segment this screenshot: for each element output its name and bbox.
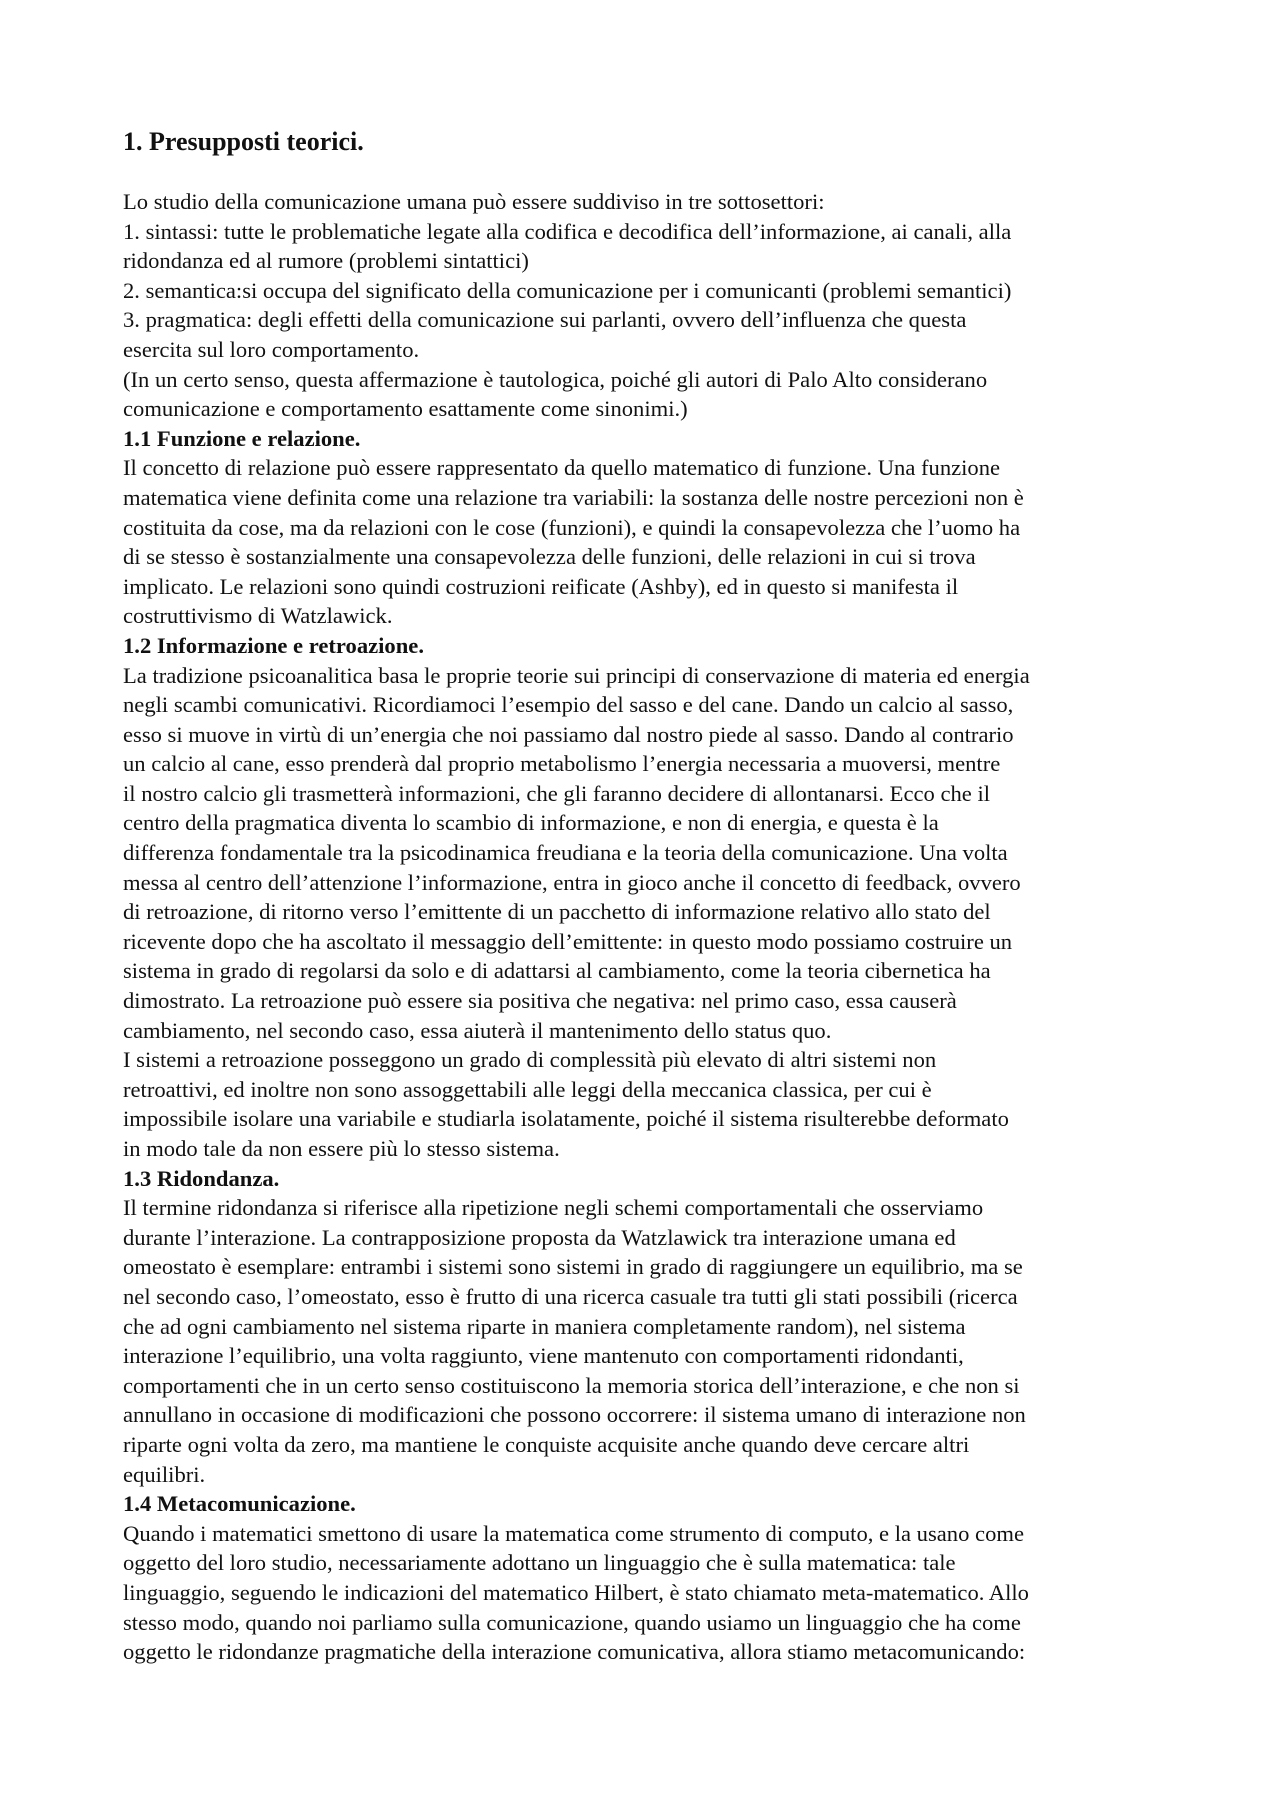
- text-line: equilibri.: [123, 1461, 206, 1487]
- text-line: riparte ogni volta da zero, ma mantiene le conquiste acquisite anche quando deve cercare altri: [123, 1431, 970, 1457]
- text-line: sistema in grado di regolarsi da solo e di adattarsi al cambiamento, come la teoria cibernetica ha: [123, 958, 991, 984]
- section-heading: 1.1 Funzione e relazione.: [123, 425, 361, 451]
- text-line: linguaggio, seguendo le indicazioni del matematico Hilbert, è stato chiamato meta-matematico. Allo: [123, 1579, 1029, 1605]
- section-funzione-relazione: [123, 424, 1183, 631]
- text-line: annullano in occasione di modificazioni che possono occorrere: il sistema umano di interazione non: [123, 1402, 1026, 1428]
- text-line: (In un certo senso, questa affermazione è tautologica, poiché gli autori di Palo Alto considerano: [123, 366, 988, 392]
- text-line: un calcio al cane, esso prenderà dal proprio metabolismo l’energia necessaria a muoversi, mentre: [123, 751, 1001, 777]
- text-line: esso si muove in virtù di un’energia che noi passiamo dal nostro piede al sasso. Dando al contrario: [123, 721, 1014, 747]
- text-line: centro della pragmatica diventa lo scambio di informazione, e non di energia, e questa è la: [123, 810, 939, 836]
- text-line: impossibile isolare una variabile e studiarla isolatamente, poiché il sistema risulterebbe deformato: [123, 1106, 1009, 1132]
- document-page: [123, 126, 1183, 1667]
- text-line: Il termine ridondanza si riferisce alla ripetizione negli schemi comportamentali che osserviamo: [123, 1195, 984, 1221]
- text-line: ricevente dopo che ha ascoltato il messaggio dell’emittente: in questo modo possiamo costruire un: [123, 928, 1013, 954]
- text-line: negli scambi comunicativi. Ricordiamoci l’esempio del sasso e del cane. Dando un calcio al sasso,: [123, 692, 1014, 718]
- text-line: 3. pragmatica: degli effetti della comunicazione sui parlanti, ovvero dell’influenza che questa: [123, 307, 967, 333]
- text-line: il nostro calcio gli trasmetterà informazioni, che gli faranno decidere di allontanarsi. Ecco che il: [123, 780, 991, 806]
- text-line: Lo studio della comunicazione umana può essere suddiviso in tre sottosettori:: [123, 189, 825, 214]
- section-metacomunicazione: [123, 1489, 1183, 1667]
- text-line: implicato. Le relazioni sono quindi costruzioni reificate (Ashby), ed in questo si manifesta il: [123, 573, 959, 599]
- text-line: nel secondo caso, l’omeostato, esso è frutto di una ricerca casuale tra tutti gli stati possibili (ricerca: [123, 1283, 1018, 1309]
- text-line: di retroazione, di ritorno verso l’emittente di un pacchetto di informazione relativo allo stato del: [123, 899, 991, 925]
- section-ridondanza: [123, 1164, 1183, 1490]
- text-line: di se stesso è sostanzialmente una consapevolezza delle funzioni, delle relazioni in cui si trova: [123, 544, 976, 570]
- text-line: costruttivismo di Watzlawick.: [123, 603, 393, 629]
- section-heading: 1.3 Ridondanza.: [123, 1165, 280, 1191]
- text-line: stesso modo, quando noi parliamo sulla comunicazione, quando usiamo un linguaggio che ha come: [123, 1609, 1021, 1635]
- page-title: 1. Presupposti teorici.: [123, 127, 364, 156]
- text-line: durante l’interazione. La contrapposizione proposta da Watzlawick tra interazione umana ed: [123, 1224, 956, 1250]
- text-line: oggetto le ridondanze pragmatiche della interazione comunicativa, allora stiamo metacomunicando:: [123, 1639, 1026, 1665]
- text-line: costituita da cose, ma da relazioni con le cose (funzioni), e quindi la consapevolezza che l’uomo ha: [123, 514, 1021, 540]
- text-line: oggetto del loro studio, necessariamente adottano un linguaggio che è sulla matematica: tale: [123, 1550, 956, 1576]
- text-line: La tradizione psicoanalitica basa le proprie teorie sui principi di conservazione di materia ed energia: [123, 662, 1030, 688]
- text-line: ridondanza ed al rumore (problemi sintattici): [123, 248, 529, 274]
- text-line: retroattivi, ed inoltre non sono assoggettabili alle leggi della meccanica classica, per cui è: [123, 1076, 932, 1102]
- text-line: esercita sul loro comportamento.: [123, 336, 420, 362]
- text-line: Il concetto di relazione può essere rappresentato da quello matematico di funzione. Una funzione: [123, 455, 1001, 481]
- section-heading: 1.2 Informazione e retroazione.: [123, 632, 424, 658]
- text-line: in modo tale da non essere più lo stesso sistema.: [123, 1136, 560, 1161]
- text-line: omeostato è esemplare: entrambi i sistemi sono sistemi in grado di raggiungere un equilibrio, ma se: [123, 1254, 1023, 1280]
- intro-paragraph: [123, 187, 1183, 424]
- text-line: differenza fondamentale tra la psicodinamica freudiana e la teoria della comunicazione. Una volta: [123, 840, 1008, 866]
- text-line: 2. semantica:si occupa del significato della comunicazione per i comunicanti (problemi semantici): [123, 277, 1012, 303]
- text-line: dimostrato. La retroazione può essere sia positiva che negativa: nel primo caso, essa causerà: [123, 988, 957, 1014]
- text-line: I sistemi a retroazione posseggono un grado di complessità più elevato di altri sistemi non: [123, 1047, 937, 1073]
- text-line: messa al centro dell’attenzione l’informazione, entra in gioco anche il concetto di feedback, ovvero: [123, 869, 1021, 895]
- text-line: cambiamento, nel secondo caso, essa aiuterà il mantenimento dello status quo.: [123, 1017, 832, 1043]
- section-heading: 1.4 Metacomunicazione.: [123, 1491, 356, 1517]
- text-line: comunicazione e comportamento esattamente come sinonimi.): [123, 396, 688, 422]
- section-informazione-retroazione: [123, 631, 1183, 1164]
- text-line: Quando i matematici smettono di usare la matematica come strumento di computo, e la usano come: [123, 1520, 1024, 1546]
- text-line: comportamenti che in un certo senso costituiscono la memoria storica dell’interazione, e che non si: [123, 1372, 1020, 1398]
- text-line: interazione l’equilibrio, una volta raggiunto, viene mantenuto con comportamenti ridondanti,: [123, 1343, 964, 1369]
- text-line: che ad ogni cambiamento nel sistema riparte in maniera completamente random), nel sistema: [123, 1313, 966, 1339]
- text-line: matematica viene definita come una relazione tra variabili: la sostanza delle nostre percezioni non è: [123, 484, 1024, 510]
- text-line: 1. sintassi: tutte le problematiche legate alla codifica e decodifica dell’informazione, ai canali, alla: [123, 218, 1012, 244]
